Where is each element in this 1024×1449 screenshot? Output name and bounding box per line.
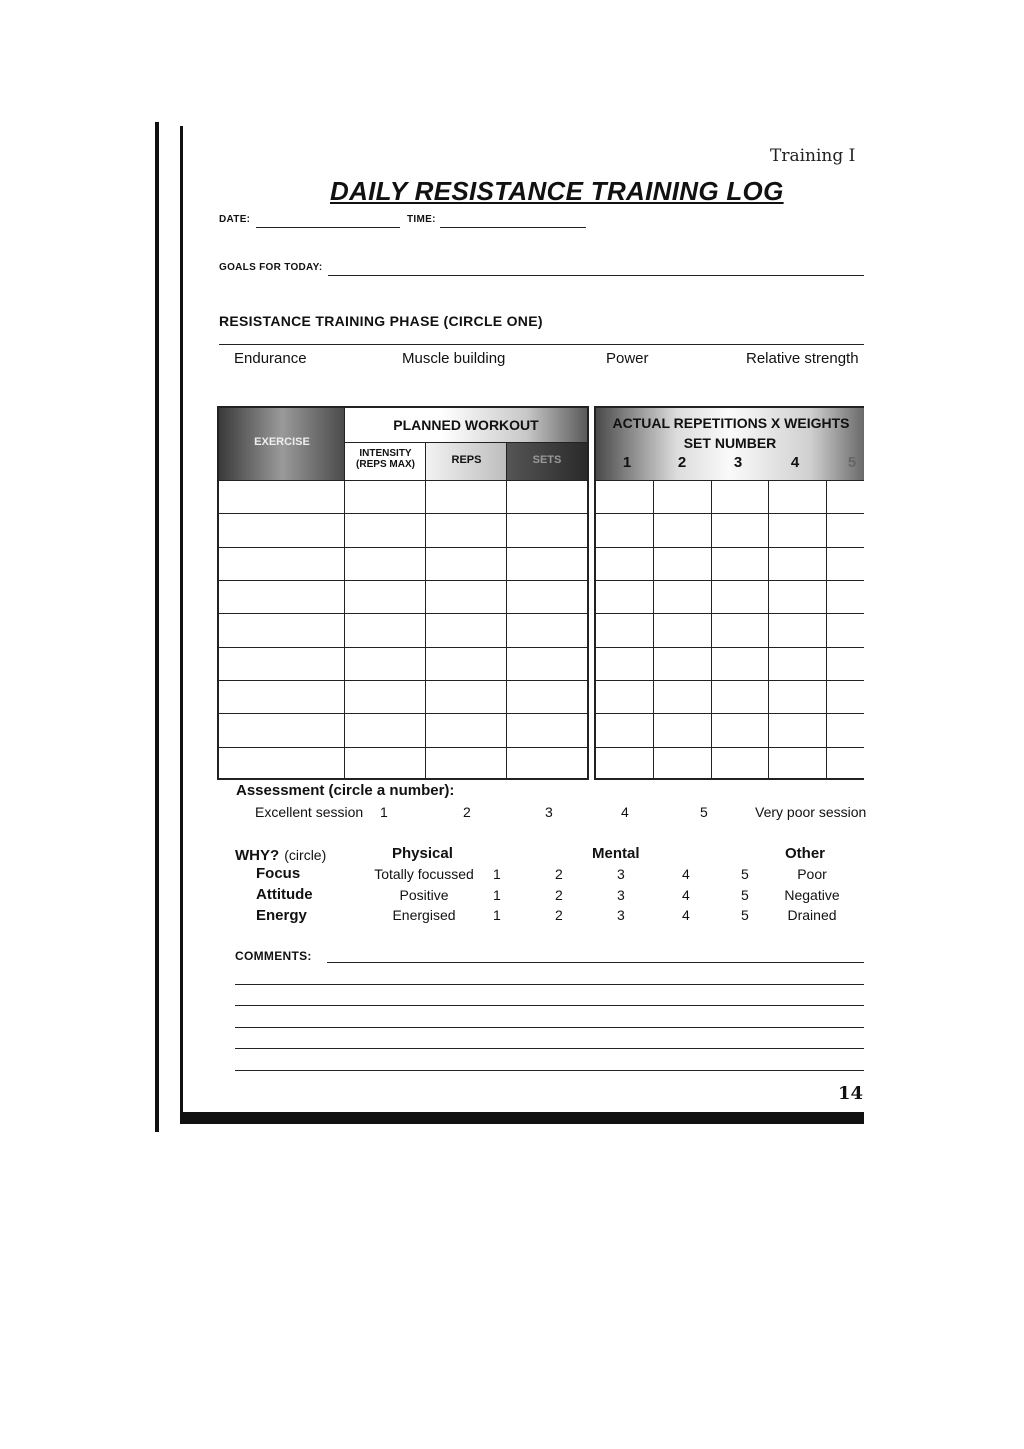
why-row-label-focus: Focus	[256, 865, 301, 882]
grid-vline	[506, 442, 507, 780]
assessment-low-label: Excellent session	[255, 804, 364, 820]
exercise-header: EXERCISE	[254, 436, 310, 448]
why-row-label-energy: Energy	[256, 907, 307, 924]
time-label: TIME:	[407, 214, 436, 225]
grid-vline	[768, 480, 769, 780]
date-field[interactable]	[256, 227, 400, 228]
why-row-label-attitude: Attitude	[256, 886, 313, 903]
phase-option-power[interactable]: Power	[606, 350, 649, 367]
inner-binding-bar	[180, 126, 183, 1121]
table-row-line	[596, 713, 864, 714]
why-heading-note: (circle)	[284, 847, 327, 863]
assessment-score-3[interactable]: 3	[545, 804, 553, 820]
set-number-4: 4	[790, 454, 800, 471]
bottom-rule	[180, 1112, 864, 1124]
table-row-line	[596, 547, 864, 548]
why-heading-text: WHY?	[235, 847, 280, 864]
comments-line[interactable]	[235, 984, 864, 985]
why-attitude-3[interactable]: 3	[617, 887, 625, 903]
goals-label: GOALS FOR TODAY:	[219, 262, 323, 273]
intensity-header	[345, 448, 426, 470]
date-label: DATE:	[219, 214, 251, 225]
table-row-line	[219, 580, 589, 581]
grid-vline	[711, 480, 712, 780]
time-field[interactable]	[440, 227, 586, 228]
phase-option-muscle-building[interactable]: Muscle building	[402, 350, 506, 367]
assessment-score-2[interactable]: 2	[463, 804, 471, 820]
table-row-line	[219, 613, 589, 614]
table-row-line	[596, 480, 864, 481]
intensity-header-line1: INTENSITY	[359, 448, 412, 459]
planned-header: PLANNED WORKOUT	[393, 417, 539, 433]
assessment-score-1[interactable]: 1	[380, 804, 388, 820]
why-focus-4[interactable]: 4	[682, 866, 690, 882]
actual-header: ACTUAL REPETITIONS X WEIGHTS	[612, 415, 850, 431]
why-row-negative-attitude: Negative	[784, 887, 840, 903]
why-energy-2[interactable]: 2	[555, 907, 563, 923]
why-energy-5[interactable]: 5	[741, 907, 749, 923]
table-row-line	[219, 480, 589, 481]
why-energy-1[interactable]: 1	[493, 907, 501, 923]
sets-header: SETS	[532, 454, 562, 466]
intensity-header-line2: (REPS MAX)	[356, 459, 415, 470]
phase-option-relative-strength[interactable]: Relative strength	[746, 350, 859, 367]
table-row-line	[219, 747, 589, 748]
why-col-other: Other	[785, 845, 826, 862]
left-binding-bar	[155, 122, 159, 1132]
set-number-5: 5	[847, 454, 857, 471]
reps-header: REPS	[451, 454, 482, 466]
assessment-heading: Assessment (circle a number):	[236, 782, 455, 799]
comments-line[interactable]	[235, 1070, 864, 1071]
goals-field[interactable]	[328, 275, 864, 276]
grid-vline	[425, 442, 426, 780]
set-number-header: SET NUMBER	[683, 435, 777, 451]
why-focus-5[interactable]: 5	[741, 866, 749, 882]
running-title: Training I	[770, 146, 856, 166]
set-number-1: 1	[622, 454, 632, 471]
grid-vline	[653, 480, 654, 780]
why-col-mental: Mental	[592, 845, 640, 862]
comments-line[interactable]	[235, 1005, 864, 1006]
grid-vline	[826, 480, 827, 780]
why-attitude-1[interactable]: 1	[493, 887, 501, 903]
why-row-negative-energy: Drained	[787, 907, 837, 923]
why-row-negative-focus: Poor	[797, 866, 827, 882]
table-row-line	[219, 547, 589, 548]
assessment-score-5[interactable]: 5	[700, 804, 708, 820]
why-attitude-4[interactable]: 4	[682, 887, 690, 903]
why-row-positive-focus: Totally focussed	[374, 866, 474, 882]
why-focus-3[interactable]: 3	[617, 866, 625, 882]
set-number-3: 3	[733, 454, 743, 471]
why-row-positive-attitude: Positive	[399, 887, 449, 903]
why-attitude-2[interactable]: 2	[555, 887, 563, 903]
table-row-line	[596, 513, 864, 514]
why-col-physical: Physical	[392, 845, 453, 862]
table-row-line	[219, 713, 589, 714]
set-number-2: 2	[677, 454, 687, 471]
table-row-line	[596, 747, 864, 748]
why-focus-1[interactable]: 1	[493, 866, 501, 882]
grid-vline	[344, 408, 345, 780]
phase-heading: RESISTANCE TRAINING PHASE (CIRCLE ONE)	[219, 313, 543, 329]
phase-rule	[219, 344, 864, 345]
why-energy-4[interactable]: 4	[682, 907, 690, 923]
why-energy-3[interactable]: 3	[617, 907, 625, 923]
table-row-line	[219, 513, 589, 514]
phase-option-endurance[interactable]: Endurance	[234, 350, 307, 367]
table-row-line	[596, 647, 864, 648]
why-attitude-5[interactable]: 5	[741, 887, 749, 903]
comments-line[interactable]	[235, 1027, 864, 1028]
comments-label: COMMENTS:	[235, 949, 312, 963]
assessment-score-4[interactable]: 4	[621, 804, 629, 820]
grid-hline	[345, 442, 587, 443]
page-number: 14	[838, 1083, 864, 1104]
table-row-line	[596, 613, 864, 614]
table-row-line	[596, 580, 864, 581]
table-row-line	[219, 647, 589, 648]
comments-line[interactable]	[235, 1048, 864, 1049]
why-heading	[235, 845, 326, 864]
table-row-line	[596, 680, 864, 681]
page-title: DAILY RESISTANCE TRAINING LOG	[330, 176, 784, 206]
comments-line[interactable]	[327, 962, 864, 963]
why-row-positive-energy: Energised	[392, 907, 456, 923]
table-row-line	[219, 680, 589, 681]
assessment-high-label: Very poor session	[755, 804, 867, 820]
why-focus-2[interactable]: 2	[555, 866, 563, 882]
